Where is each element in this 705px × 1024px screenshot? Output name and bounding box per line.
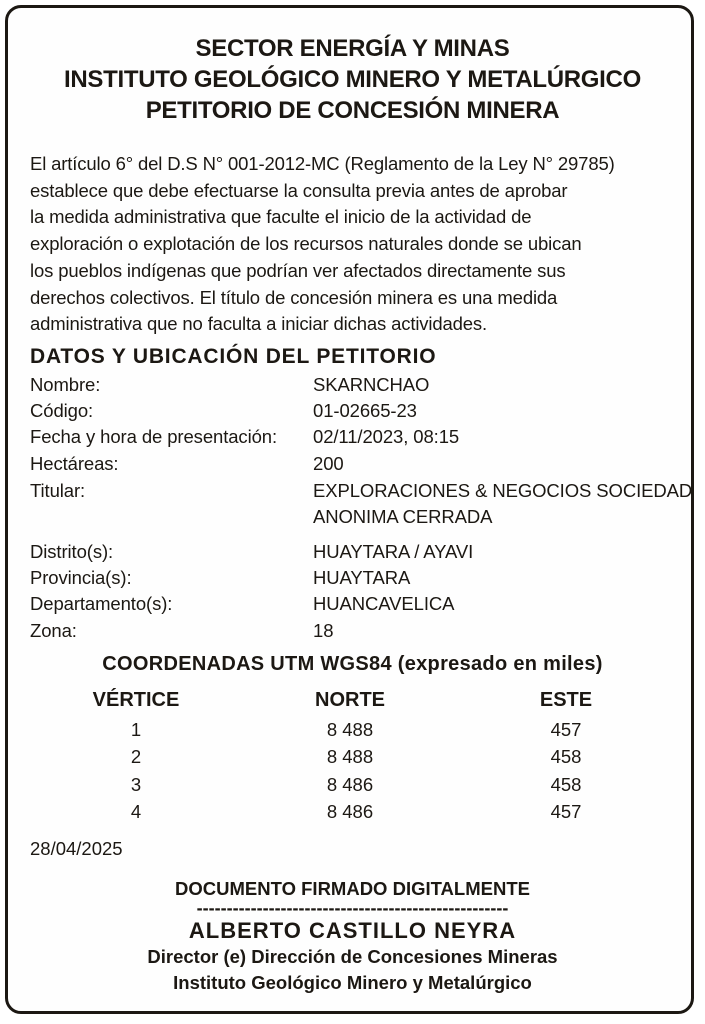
header-sector: SECTOR ENERGÍA Y MINAS (195, 35, 510, 62)
paragraph-line: derechos colectivos. El título de concesión minera es una medida (30, 286, 558, 308)
field-label-titular: Titular: (30, 480, 86, 501)
document-date: 28/04/2025 (30, 838, 123, 859)
signature-line: ---------------------------------------------------- (196, 898, 509, 918)
field-value-titular: EXPLORACIONES & NEGOCIOS SOCIEDAD (313, 480, 693, 501)
field-label-zona: Zona: (30, 620, 77, 641)
table-cell-vertice: 1 (130, 719, 142, 740)
table-cell-este: 457 (550, 719, 582, 740)
field-value-hectareas: 200 (313, 453, 344, 474)
field-label-nombre: Nombre: (30, 374, 101, 395)
field-label-fecha: Fecha y hora de presentación: (30, 426, 278, 447)
table-cell-vertice: 4 (130, 801, 142, 822)
field-label-departamento: Departamento(s): (30, 593, 173, 614)
table-cell-norte: 8 486 (326, 801, 374, 822)
paragraph-line: El artículo 6° del D.S N° 001-2012-MC (Reglamento de la Ley N° 29785) (30, 153, 615, 174)
signatory-role: Director (e) Dirección de Concesiones Mineras (147, 946, 558, 967)
field-value-provincia: HUAYTARA (313, 567, 411, 588)
table-cell-vertice: 2 (130, 746, 142, 767)
header-institute: INSTITUTO GEOLÓGICO MINERO Y METALÚRGICO (64, 66, 641, 93)
field-value-distrito: HUAYTARA / AYAVI (313, 541, 474, 562)
header-title: PETITORIO DE CONCESIÓN MINERA (145, 97, 560, 124)
table-cell-este: 457 (550, 801, 582, 822)
legal-paragraph (30, 151, 676, 338)
field-value-nombre: SKARNCHAO (313, 374, 430, 395)
column-header-norte: NORTE (315, 689, 385, 711)
section-title: DATOS Y UBICACIÓN DEL PETITORIO (30, 345, 437, 368)
paragraph-line: los pueblos indígenas que podrían ver afectados directamente sus (30, 259, 566, 281)
field-label-codigo: Código: (30, 400, 94, 421)
paragraph-line: establece que debe efectuarse la consulta previa antes de aprobar (30, 179, 568, 201)
field-value-departamento: HUANCAVELICA (313, 593, 455, 614)
field-value-fecha: 02/11/2023, 08:15 (313, 426, 460, 447)
column-header-vertice: VÉRTICE (92, 689, 180, 711)
field-label-hectareas: Hectáreas: (30, 453, 119, 474)
digitally-signed-note: DOCUMENTO FIRMADO DIGITALMENTE (175, 878, 530, 899)
field-value-zona: 18 (313, 620, 334, 641)
document-header (0, 33, 705, 126)
table-cell-este: 458 (550, 774, 582, 795)
paragraph-line: exploración o explotación de los recursos naturales donde se ubican (30, 233, 582, 255)
table-cell-norte: 8 488 (326, 746, 374, 767)
coords-title: COORDENADAS UTM WGS84 (expresado en miles) (102, 653, 603, 675)
field-value-titular-cont: ANONIMA CERRADA (313, 506, 493, 527)
signatory-institution: Instituto Geológico Minero y Metalúrgico (173, 972, 532, 993)
paragraph-line: la medida administrativa que faculte el inicio de la actividad de (30, 206, 532, 228)
table-cell-norte: 8 488 (326, 719, 374, 740)
table-cell-este: 458 (550, 746, 582, 767)
table-cell-vertice: 3 (130, 774, 142, 795)
signatory-name: ALBERTO CASTILLO NEYRA (188, 918, 517, 943)
column-header-este: ESTE (539, 689, 593, 711)
table-cell-norte: 8 486 (326, 774, 374, 795)
field-label-distrito: Distrito(s): (30, 541, 114, 562)
field-value-codigo: 01-02665-23 (313, 400, 417, 421)
field-label-provincia: Provincia(s): (30, 567, 132, 588)
paragraph-line: administrativa que no faculta a iniciar dichas actividades. (30, 313, 487, 335)
